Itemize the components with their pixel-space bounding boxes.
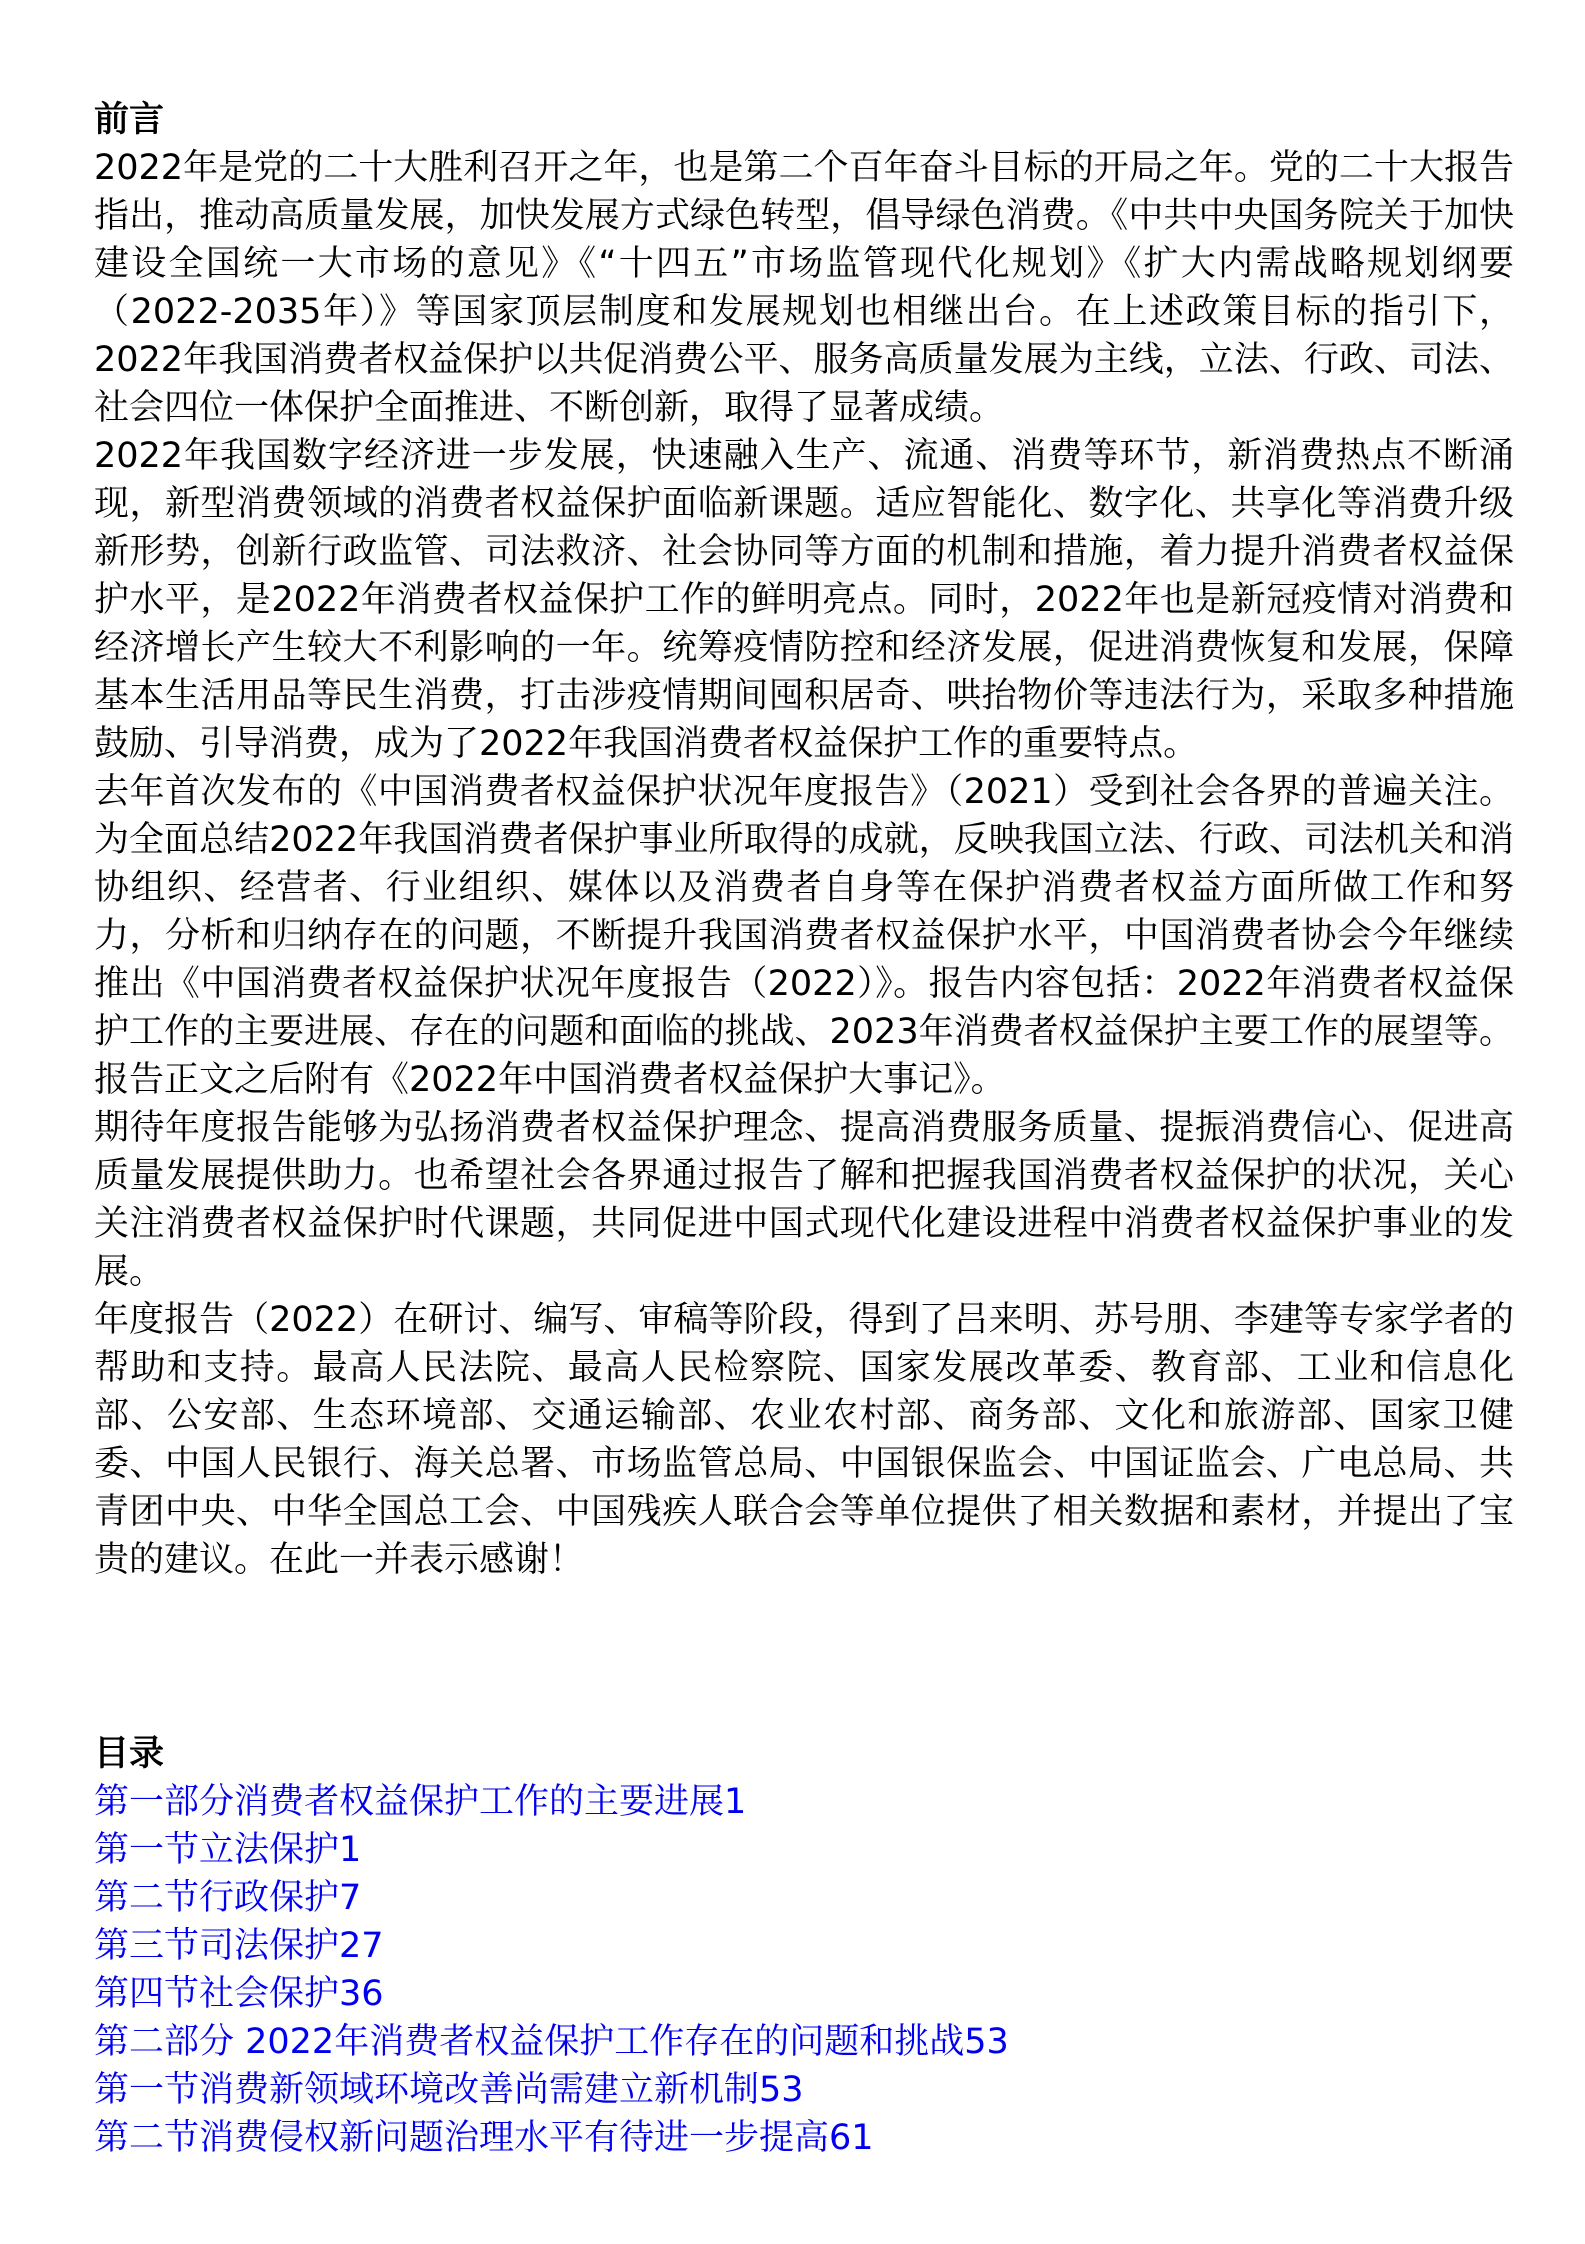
document-page: [94, 96, 1514, 2162]
preface-title: 前言: [94, 100, 165, 140]
preface-paragraph-4: 期待年度报告能够为弘扬消费者权益保护理念、提高消费服务质量、提振消费信心、促进高质量发展提供助力。也希望社会各界通过报告了解和把握我国消费者权益保护的状况，关心关注消费者权益保护时代课题，共同促进中国式现代化建设进程中消费者权益保护事业的发展。: [94, 1108, 1514, 1292]
toc-list: [94, 1778, 1514, 2162]
preface-paragraph-2: 2022年我国数字经济进一步发展，快速融入生产、流通、消费等环节，新消费热点不断涌现，新型消费领域的消费者权益保护面临新课题。适应智能化、数字化、共享化等消费升级新形势，创新行政监管、司法救济、社会协同等方面的机制和措施，着力提升消费者权益保护水平，是2022年消费者权益保护工作的鲜明亮点。同时，2022年也是新冠疫情对消费和经济增长产生较大不利影响的一年。统筹疫情防控和经济发展，促进消费恢复和发展，保障基本生活用品等民生消费，打击涉疫情期间囤积居奇、哄抬物价等违法行为，采取多种措施鼓励、引导消费，成为了2022年我国消费者权益保护工作的重要特点。: [94, 436, 1514, 764]
toc-link-part-1[interactable]: 第一部分消费者权益保护工作的主要进展1: [94, 1782, 747, 1822]
toc-link-part-1-section-4[interactable]: 第四节社会保护36: [94, 1974, 384, 2014]
toc-title: 目录: [94, 1734, 165, 1774]
toc-link-part-2-section-1[interactable]: 第一节消费新领域环境改善尚需建立新机制53: [94, 2070, 804, 2110]
preface-paragraph-5: 年度报告（2022）在研讨、编写、审稿等阶段，得到了吕来明、苏号朋、李建等专家学者的帮助和支持。最高人民法院、最高人民检察院、国家发展改革委、教育部、工业和信息化部、公安部、生态环境部、交通运输部、农业农村部、商务部、文化和旅游部、国家卫健委、中国人民银行、海关总署、市场监管总局、中国银保监会、中国证监会、广电总局、共青团中央、中华全国总工会、中国残疾人联合会等单位提供了相关数据和素材，并提出了宝贵的建议。在此一并表示感谢！: [94, 1300, 1514, 1580]
preface-paragraph-1: 2022年是党的二十大胜利召开之年，也是第二个百年奋斗目标的开局之年。党的二十大报告指出，推动高质量发展，加快发展方式绿色转型，倡导绿色消费。《中共中央国务院关于加快建设全国统一大市场的意见》《“十四五”市场监管现代化规划》《扩大内需战略规划纲要（2022-2035年）》等国家顶层制度和发展规划也相继出台。在上述政策目标的指引下，2022年我国消费者权益保护以共促消费公平、服务高质量发展为主线，立法、行政、司法、社会四位一体保护全面推进、不断创新，取得了显著成绩。: [94, 148, 1514, 428]
toc-item: [94, 2066, 1514, 2114]
toc-item: [94, 1826, 1514, 1874]
toc-link-part-1-section-3[interactable]: 第三节司法保护27: [94, 1926, 384, 1966]
toc-link-part-1-section-2[interactable]: 第二节行政保护7: [94, 1878, 362, 1918]
preface-paragraph-3: 去年首次发布的《中国消费者权益保护状况年度报告》（2021）受到社会各界的普遍关注。为全面总结2022年我国消费者保护事业所取得的成就，反映我国立法、行政、司法机关和消协组织、经营者、行业组织、媒体以及消费者自身等在保护消费者权益方面所做工作和努力，分析和归纳存在的问题，不断提升我国消费者权益保护水平，中国消费者协会今年继续推出《中国消费者权益保护状况年度报告（2022）》。报告内容包括：2022年消费者权益保护工作的主要进展、存在的问题和面临的挑战、2023年消费者权益保护主要工作的展望等。报告正文之后附有《2022年中国消费者权益保护大事记》。: [94, 772, 1514, 1100]
toc-item: [94, 1922, 1514, 1970]
toc-link-part-2-section-2[interactable]: 第二节消费侵权新问题治理水平有待进一步提高61: [94, 2118, 874, 2158]
toc-item: [94, 1970, 1514, 2018]
toc-item: [94, 1778, 1514, 1826]
preface-section: [94, 96, 1514, 1584]
toc-item: [94, 2114, 1514, 2162]
toc-item: [94, 2018, 1514, 2066]
toc-link-part-1-section-1[interactable]: 第一节立法保护1: [94, 1830, 362, 1870]
table-of-contents: [94, 1730, 1514, 2162]
toc-link-part-2[interactable]: 第二部分 2022年消费者权益保护工作存在的问题和挑战53: [94, 2022, 1009, 2062]
toc-item: [94, 1874, 1514, 1922]
